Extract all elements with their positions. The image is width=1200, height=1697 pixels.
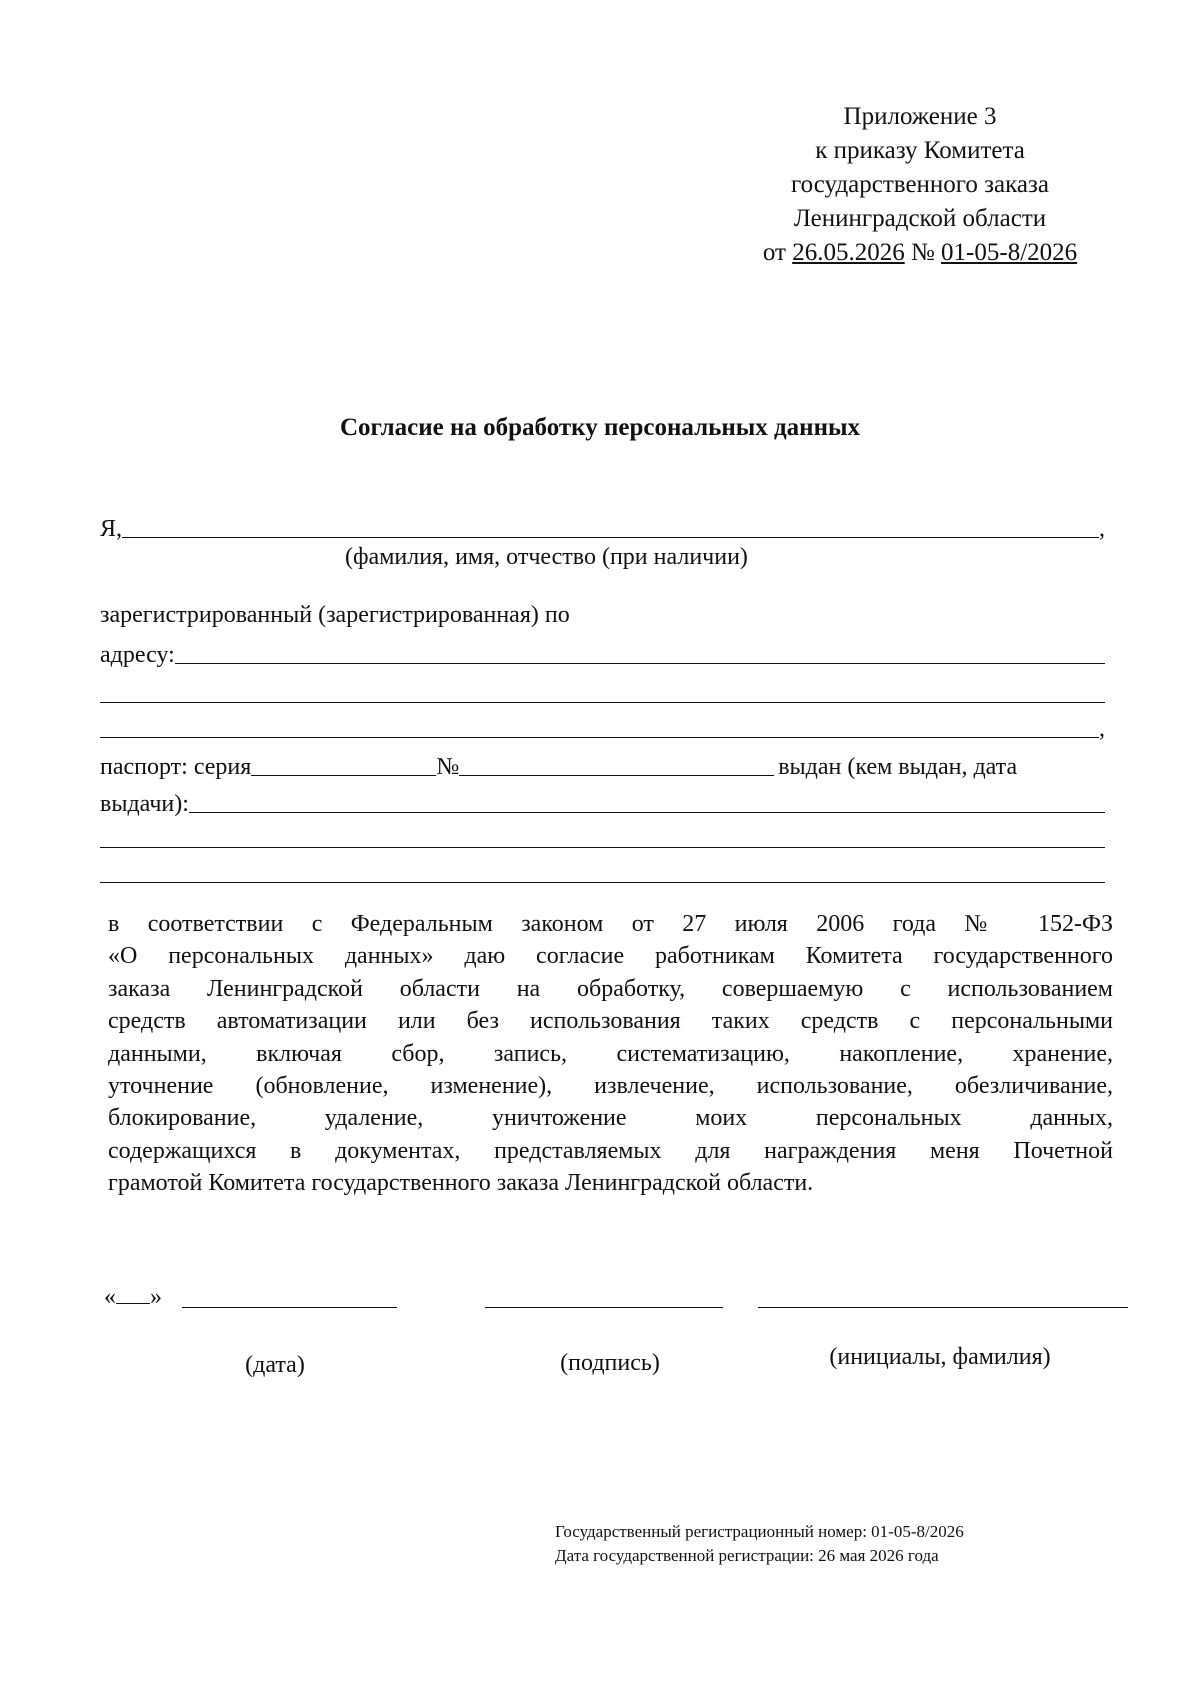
appendix-number-sign: № [910,239,935,266]
appendix-date: 26.05.2026 [792,239,905,266]
passport-series-field[interactable] [251,774,436,776]
appendix-header [700,100,1140,270]
address-tail: , [1099,716,1105,742]
fio-label: Я, [100,516,123,542]
name-field[interactable] [758,1306,1128,1308]
consent-line: средств автоматизации или без использования таких средств с персональными [108,1008,1113,1035]
date-caption: (дата) [245,1352,305,1378]
consent-line: в соответствии с Федеральным законом от 27 июля 2006 года № 152-ФЗ [108,911,1113,937]
consent-paragraph [108,908,1113,1200]
document-title: Согласие на обработку персональных данных [339,414,860,441]
address-row [100,636,1105,670]
registration-number: Государственный регистрационный номер: 01-05-8/2026 [555,1522,964,1541]
issued-date-row [100,785,1105,819]
passport-series-label: паспорт: серия [100,754,252,780]
appendix-region: Ленинградской области [793,205,1047,232]
consent-line: заказа Ленинградской области на обработку, совершаемую с использованием [108,975,1113,1002]
appendix-number: Приложение 3 [843,103,997,130]
registered-label: зарегистрированный (зарегистрированная) по [100,602,570,628]
passport-number-label: № [436,754,460,780]
passport-row [100,748,1105,782]
fio-hint: (фамилия, имя, отчество (при наличии) [345,544,748,570]
signature-field[interactable] [485,1306,723,1308]
appendix-committee: государственного заказа [791,171,1049,198]
issued-row-2 [100,820,1105,854]
fio-tail: , [1099,516,1105,542]
address-row-3 [100,710,1105,744]
consent-line: данными, включая сбор, запись, систематизацию, накопление, хранение, [108,1040,1113,1067]
date-quote-close: » [150,1284,162,1310]
address-row-2 [100,675,1105,709]
date-quote-open: « [104,1284,116,1310]
appendix-date-prefix: от [762,239,786,266]
address-label: адресу: [100,642,175,668]
issued-field-line-3[interactable] [100,881,1105,883]
date-day-field[interactable] [116,1283,150,1304]
address-field-line-3[interactable] [100,736,1099,738]
address-field-line-2[interactable] [100,701,1105,703]
passport-number-field[interactable] [459,774,774,776]
fio-field-line[interactable] [122,536,1099,538]
consent-line: содержащихся в документах, представляемых для награждения меня Почетной [108,1137,1113,1164]
registration-footer [555,1520,964,1568]
issued-date-label: выдачи): [100,791,189,817]
consent-line: блокирование, удаление, уничтожение моих персональных данных, [108,1105,1113,1132]
appendix-date-number [700,236,1140,270]
signature-caption: (подпись) [560,1350,660,1376]
appendix-order-number: 01-05-8/2026 [941,239,1078,266]
consent-line: уточнение (обновление, изменение), извлечение, использование, обезличивание, [108,1073,1113,1100]
address-field-line-1[interactable] [175,662,1105,664]
issued-row-3 [100,855,1105,889]
registration-date: Дата государственной регистрации: 26 мая 2026 года [555,1546,939,1565]
passport-issued-label: выдан (кем выдан, дата [778,754,1018,780]
consent-line: грамотой Комитета государственного заказа Ленинградской области. [108,1170,814,1197]
appendix-order-ref: к приказу Комитета [815,137,1025,164]
consent-line: «О персональных данных» даю согласие работникам Комитета государственного [108,943,1113,970]
date-quote-group [104,1282,162,1312]
date-month-field[interactable] [182,1306,397,1308]
fio-row [100,510,1105,544]
issued-date-field-line-1[interactable] [189,811,1105,813]
name-caption: (инициалы, фамилия) [829,1344,1051,1370]
issued-field-line-2[interactable] [100,846,1105,848]
